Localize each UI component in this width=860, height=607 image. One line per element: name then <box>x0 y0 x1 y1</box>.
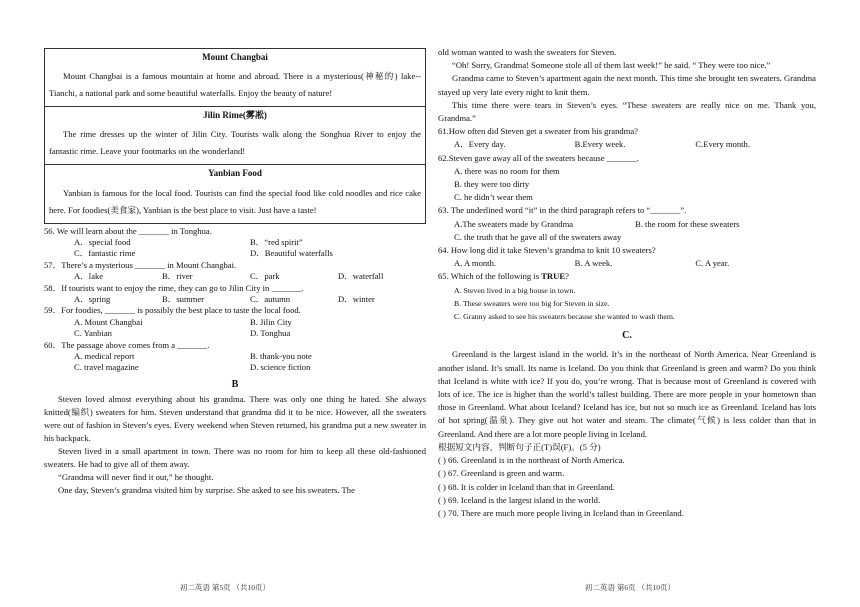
section-title: Mount Changbai <box>202 52 268 62</box>
option: B. Jilin City <box>250 316 292 327</box>
paragraph: old woman wanted to wash the sweaters for Steven. <box>438 47 617 57</box>
option: C. A year. <box>695 258 730 269</box>
question-stem: 56. We will learn about the _______ in Tonghua. <box>44 225 212 236</box>
page-footer-left: 初二英语 第5页 （共10页） <box>180 583 270 592</box>
option: C.Every month. <box>695 139 750 150</box>
section-b-heading: B <box>231 378 239 390</box>
question-stem-65: 65. Which of the following is TRUE? <box>438 271 569 282</box>
option: A．Every day. <box>454 139 506 150</box>
option: C．park <box>250 271 280 282</box>
question-options <box>438 257 816 270</box>
option: A. A month. <box>454 258 497 269</box>
question-stem: 58．If tourists want to enjoy the rime, they can go to Jilin City in _______. <box>44 282 304 293</box>
option: C．fantastic rime <box>74 248 136 259</box>
question-stem: 62.Steven gave away all of the sweaters because _______. <box>438 152 639 163</box>
section-yanbian-food <box>45 165 425 222</box>
option: B. These sweaters were too big for Steven in size. <box>454 298 610 308</box>
left-column <box>44 0 426 497</box>
option: C. Yanbian <box>74 328 112 339</box>
question-options <box>44 237 426 260</box>
paragraph: Grandma came to Steven’s apartment again the next month. This time she brought ten sweaters. Grandma stayed up very late every night to knit them. <box>438 73 816 97</box>
paragraph: Steven lived in a small apartment in town. There was no room for him to keep all these old-fashioned sweaters. He had to give all of them away. <box>44 446 426 470</box>
passage-b <box>44 393 426 497</box>
tf-item: ( ) 66. Greenland is in the northeast of North America. <box>438 455 625 466</box>
option: D．Beautiful waterfalls <box>250 248 333 259</box>
option: B．“red spirit” <box>250 237 303 248</box>
tf-item: ( ) 67. Greenland is green and warm. <box>438 468 565 479</box>
tf-instruction: 根据短文内容，判断句子正(T)误(F)。(5 分) <box>438 441 601 452</box>
question-options <box>438 165 816 205</box>
option: B. thank-you note <box>250 351 312 362</box>
option: A. Mount Changbai <box>74 316 143 327</box>
question-stem: 63. The underlined word “it” in the third paragraph refers to “_______”. <box>438 205 687 216</box>
page-footer-right: 初二英语 第6页 （共10页） <box>585 583 675 592</box>
option: A．lake <box>74 271 104 282</box>
question-options <box>438 138 816 151</box>
section-c-heading: C. <box>622 330 632 342</box>
option: A．special food <box>74 237 131 248</box>
section-title: Jilin Rime(雾凇) <box>203 110 267 121</box>
tf-item: ( ) 68. It is colder in Iceland than that in Greenland. <box>438 481 615 492</box>
option: B．summer <box>162 294 205 305</box>
section-body: Yanbian is famous for the local food. Tourists can find the special food like cold noodles and rice cake here. For foodies(美食家), Yanbian is the best place to visit. Just have a taste! <box>49 187 421 215</box>
question-stem: 64. How long did it take Steven’s grandma to knit 10 sweaters? <box>438 245 656 256</box>
option: C. he didn’t wear them <box>454 192 533 203</box>
tf-items <box>438 454 816 520</box>
option: A．spring <box>74 294 111 305</box>
option: C. travel magazine <box>74 362 139 373</box>
question-options <box>44 271 426 282</box>
question-options <box>44 351 426 374</box>
question-options <box>438 284 816 324</box>
option: B．river <box>162 271 193 282</box>
passage-b-continued <box>438 46 816 125</box>
option: B. A week. <box>574 258 613 269</box>
paragraph: “Oh! Sorry, Grandma! Someone stole all of them last week!” he said. “ They were too nice.” <box>452 60 771 71</box>
section-title: Yanbian Food <box>208 168 262 179</box>
option: A. medical report <box>74 351 135 362</box>
question-options <box>438 218 816 244</box>
attractions-box <box>44 48 426 224</box>
question-stem: 57．There’s a mysterious _______ in Mount Changbai. <box>44 259 237 270</box>
right-column <box>438 46 816 520</box>
option: A. Steven lived in a big house in town. <box>454 285 576 295</box>
question-stem: 61.How often did Steven get a sweater from his grandma? <box>438 126 638 137</box>
option: B.Every week. <box>574 139 626 150</box>
option: D. Tonghua <box>250 328 291 339</box>
option: D．winter <box>338 294 375 305</box>
paragraph: This time there were tears in Steven’s eyes. “These sweaters are really nice on me. Thank you, Grandma.” <box>438 99 816 124</box>
section-body: Mount Changbai is a famous mountain at home and abroad. There is a mysterious(神秘的) lake-- Tianchi, a national park and some beautiful waterfalls. Enjoy the beauty of nature! <box>49 71 421 99</box>
paragraph: Steven loved almost everything about his grandma. There was only one thing he hated. She always knitted(编织) sweaters for him. Steven understand that grandma did it to be nice. However, all the sweaters were out of fashion in Steven’s eyes. Every weekend when Steven returned, his grandma put a new sweater in his backpack. <box>44 394 426 444</box>
question-options <box>44 317 426 340</box>
section-body: The rime dresses up the winter of Jilin City. Tourists walk along the Songhua River to enjoy the fantastic rime. Leave your footmarks on the wonderland! <box>49 129 421 157</box>
tf-item: ( ) 70. There are much more people living in Iceland than in Greenland. <box>438 507 684 518</box>
section-jilin-rime <box>45 107 425 165</box>
option: C. Granny asked to see his sweaters because she wanted to wash them. <box>454 312 675 322</box>
paragraph: “Grandma will never find it out,” he thought. <box>58 472 214 483</box>
questions-56-60 <box>44 226 426 374</box>
option: D. science fiction <box>250 362 311 373</box>
question-stem: 59．For foodies, _______ is possibly the best place to taste the local food. <box>44 305 301 316</box>
question-options <box>44 294 426 305</box>
option: B. they were too dirty <box>454 179 530 190</box>
option: B. the room for these sweaters <box>635 218 740 229</box>
passage-c: Greenland is the largest island in the world. It’s in the northeast of North America. Near Greenland is another island. It’s small. Its name is Iceland. Do you think that Greenland is green and warm? Do you think that Iceland is white with ice? If you do, you’re wrong. That is because most of Greenland is covered with lots of ice. The ice is higher than the world’s tallest building. There are more people in your hometown than those in Greenland. What about Iceland? Iceland has ice, but not so much ice as Greenland. Iceland has lots of hot spring(温泉). They give out hot water and steam. The climate(气候) is less colder than that in Greenland. And there are a lot more people living in Iceland. <box>438 349 816 439</box>
option: C. the truth that he gave all of the sweaters away <box>454 231 622 242</box>
tf-item: ( ) 69. Iceland is the largest island in the world. <box>438 494 601 505</box>
section-mount-changbai <box>45 49 425 107</box>
option: C．autumn <box>250 294 291 305</box>
question-stem: 60．The passage above comes from a _______. <box>44 339 210 350</box>
questions-61-65 <box>438 125 816 323</box>
option: A. there was no room for them <box>454 165 560 176</box>
option: D．waterfall <box>338 271 384 282</box>
option: A.The sweaters made by Grandma <box>454 218 574 229</box>
paragraph: One day, Steven’s grandma visited him by surprise. She asked to see his sweaters. The <box>58 485 355 496</box>
